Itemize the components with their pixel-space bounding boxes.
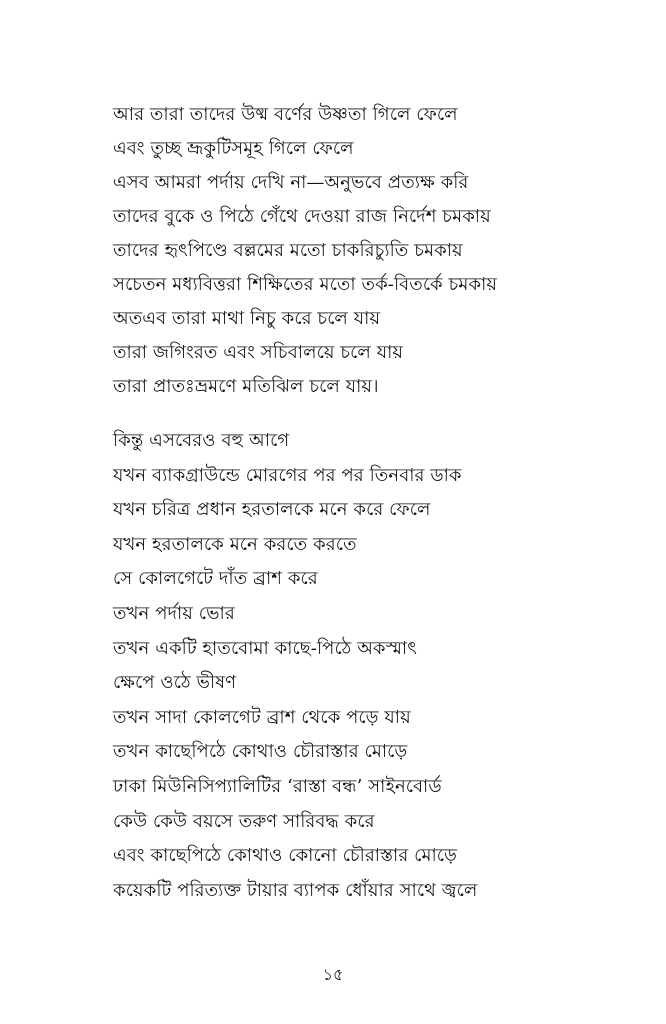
- poem-line: যখন হরতালকে মনে করতে করতে: [113, 533, 357, 555]
- poem-line: তাদের হৃৎপিণ্ডে বল্লমের মতো চাকরিচ্যুতি চমকায়: [113, 240, 463, 261]
- poem-line: তারা জগিংরত এবং সচিবালয়ে চলে যায়: [113, 342, 404, 363]
- poem-line: কেউ কেউ বয়সে তরুণ সারিবদ্ধ করে: [113, 810, 375, 832]
- poem-line: কিন্তু এসবেরও বহু আগে: [113, 430, 290, 451]
- poem-line: সে কোলগেটে দাঁত ব্রাশ করে: [113, 568, 318, 590]
- poem-stanza-1: [113, 98, 633, 404]
- poem-line: সচেতন মধ্যবিত্তরা শিক্ষিতের মতো তর্ক-বিতর্কে চমকায়: [113, 274, 498, 295]
- poem-line: তখন একটি হাতবোমা কাছে-পিঠে অকস্মাৎ: [113, 637, 417, 659]
- poem-line: এবং তুচ্ছ ভ্রূকুটিসমূহ গিলে ফেলে: [113, 138, 354, 159]
- poem-line: তখন কাছেপিঠে কোথাও চৌরাস্তার মোড়ে: [113, 741, 408, 763]
- poem-line: এবং কাছেপিঠে কোথাও কোনো চৌরাস্তার মোড়ে: [113, 845, 457, 867]
- poem-stanza-2: [113, 424, 633, 908]
- poem-line: কয়েকটি পরিত্যক্ত টায়ার ব্যাপক ধোঁয়ার সাথে জ্বলে: [113, 879, 478, 901]
- page-number: ১৫: [322, 965, 344, 984]
- poem-line: অতএব তারা মাথা নিচু করে চলে যায়: [113, 308, 381, 329]
- poem-line: ঢাকা মিউনিসিপ্যালিটির ‘রাস্তা বন্ধ’ সাইনবোর্ড: [113, 775, 442, 797]
- poem-line: ক্ষেপে ওঠে ভীষণ: [113, 672, 237, 694]
- poem-line: যখন ব্যাকগ্রাউন্ডে মোরগের পর পর তিনবার ডাক: [113, 464, 462, 486]
- poem-line: যখন চরিত্র প্রধান হরতালকে মনে করে ফেলে: [113, 499, 431, 521]
- poem-line: তাদের বুকে ও পিঠে গেঁথে দেওয়া রাজ নির্দেশ চমকায়: [113, 206, 491, 227]
- poem-line: এসব আমরা পর্দায় দেখি না—অনুভবে প্রত্যক্ষ করি: [113, 172, 469, 193]
- poem-line: তখন পর্দায় ভোর: [113, 602, 235, 624]
- poem-line: আর তারা তাদের উষ্ম বর্ণের উষ্ণতা গিলে ফেলে: [113, 104, 458, 125]
- poem-line: তারা প্রাতঃভ্রমণে মতিঝিল চলে যায়।: [113, 376, 379, 397]
- poem-line: তখন সাদা কোলগেট ব্রাশ থেকে পড়ে যায়: [113, 706, 411, 728]
